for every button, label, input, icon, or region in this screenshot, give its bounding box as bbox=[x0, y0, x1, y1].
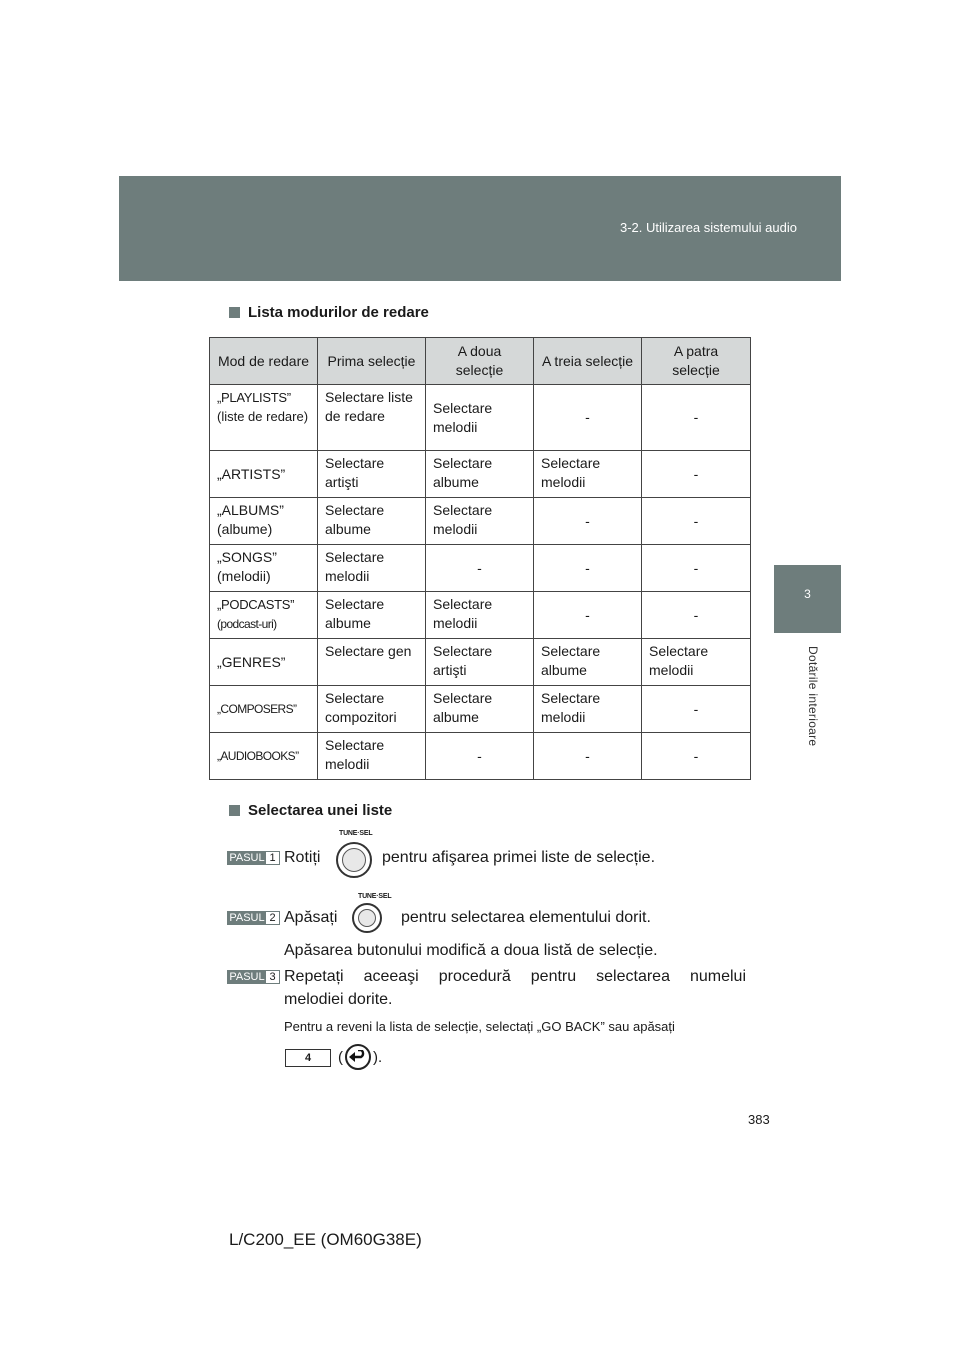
mode-name: „AUDIOBOOKS” bbox=[217, 749, 299, 763]
step-3-line-2: melodiei dorite. bbox=[284, 991, 393, 1008]
table-cell: Selectare melodii bbox=[318, 733, 426, 780]
column-header: Mod de redare bbox=[210, 338, 318, 385]
table-cell: - bbox=[534, 545, 642, 592]
step-2-text-before: Apăsați bbox=[284, 909, 338, 926]
mode-cell bbox=[210, 385, 318, 451]
table-cell: Selectare melodii bbox=[534, 686, 642, 733]
table-cell: - bbox=[642, 545, 751, 592]
table-cell: - bbox=[642, 686, 751, 733]
mode-cell bbox=[210, 545, 318, 592]
table-cell: Selectare gen bbox=[318, 639, 426, 686]
mode-name: „SONGS” bbox=[217, 549, 277, 565]
table-row bbox=[210, 498, 751, 545]
table-cell: Selectare melodii bbox=[426, 592, 534, 639]
table-cell: - bbox=[534, 733, 642, 780]
step-1-badge bbox=[227, 851, 280, 865]
mode-cell bbox=[210, 639, 318, 686]
page-number: 383 bbox=[748, 1112, 770, 1127]
square-bullet-icon bbox=[229, 805, 240, 816]
table-cell: Selectare artişti bbox=[318, 451, 426, 498]
paren-close: ). bbox=[373, 1048, 383, 1066]
table-cell: - bbox=[534, 498, 642, 545]
step-3-note: Pentru a reveni la lista de selecție, selectați „GO BACK” sau apăsați bbox=[284, 1019, 675, 1034]
table-row bbox=[210, 733, 751, 780]
mode-cell bbox=[210, 498, 318, 545]
chapter-label: Dotările interioare bbox=[806, 646, 820, 747]
mode-name: „ALBUMS” bbox=[217, 502, 284, 518]
mode-translation: (albume) bbox=[217, 521, 273, 537]
table-cell: - bbox=[642, 498, 751, 545]
table-cell: Selectare albume bbox=[318, 592, 426, 639]
table-cell: Selectare melodii bbox=[642, 639, 751, 686]
step-3-badge bbox=[227, 970, 280, 984]
step-2-text-after: pentru selectarea elementului dorit. bbox=[401, 909, 651, 926]
column-header: A treia selecție bbox=[534, 338, 642, 385]
step-2-note: Apăsarea butonului modifică a doua listă de selecție. bbox=[284, 942, 658, 959]
back-button-reference bbox=[338, 1044, 382, 1070]
mode-cell bbox=[210, 686, 318, 733]
column-header: A doua selecție bbox=[426, 338, 534, 385]
mode-name: „COMPOSERS” bbox=[217, 702, 297, 716]
column-header: Prima selecție bbox=[318, 338, 426, 385]
step-label: PASUL bbox=[229, 852, 265, 864]
tune-sel-knob-icon bbox=[336, 842, 372, 878]
step-label: PASUL bbox=[229, 912, 265, 924]
mode-cell bbox=[210, 451, 318, 498]
select-list-heading bbox=[229, 802, 392, 819]
table-cell: - bbox=[426, 733, 534, 780]
square-bullet-icon bbox=[229, 307, 240, 318]
table-row bbox=[210, 451, 751, 498]
table-cell: Selectare albume bbox=[426, 451, 534, 498]
mode-name: „GENRES” bbox=[217, 653, 286, 670]
heading-text: Lista modurilor de redare bbox=[248, 304, 429, 321]
mode-translation: (liste de redare) bbox=[217, 409, 309, 424]
mode-name: „PLAYLISTS” bbox=[217, 390, 291, 405]
table-cell: Selectare albume bbox=[318, 498, 426, 545]
preset-key-4: 4 bbox=[285, 1049, 331, 1067]
section-title: 3-2. Utilizarea sistemului audio bbox=[619, 220, 797, 235]
table-row bbox=[210, 545, 751, 592]
table-cell: Selectare albume bbox=[534, 639, 642, 686]
header-band bbox=[119, 176, 841, 281]
table-row bbox=[210, 686, 751, 733]
table-row bbox=[210, 385, 751, 451]
playback-modes-heading bbox=[229, 304, 429, 321]
paren-open: ( bbox=[338, 1048, 343, 1066]
tune-sel-button-icon bbox=[352, 903, 382, 933]
mode-cell bbox=[210, 592, 318, 639]
mode-name: „ARTISTS” bbox=[217, 465, 286, 482]
back-arrow-icon bbox=[345, 1044, 371, 1070]
table-cell: Selectare albume bbox=[426, 686, 534, 733]
table-cell: Selectare melodii bbox=[534, 451, 642, 498]
mode-translation: (podcast-uri) bbox=[217, 617, 277, 631]
step-1-text-before: Rotiți bbox=[284, 849, 321, 866]
step-label: PASUL bbox=[229, 971, 265, 983]
chapter-tab bbox=[774, 565, 841, 633]
playback-modes-table bbox=[209, 337, 751, 780]
chapter-number: 3 bbox=[804, 587, 811, 601]
table-header-row bbox=[210, 338, 751, 385]
step-number: 1 bbox=[266, 852, 279, 864]
step-number: 2 bbox=[266, 912, 279, 924]
mode-translation: (melodii) bbox=[217, 568, 271, 584]
table-cell: Selectare melodii bbox=[426, 498, 534, 545]
column-header: A patra selecție bbox=[642, 338, 751, 385]
mode-name: „PODCASTS” bbox=[217, 597, 295, 612]
table-cell: Selectare artişti bbox=[426, 639, 534, 686]
table-row bbox=[210, 592, 751, 639]
document-code: L/C200_EE (OM60G38E) bbox=[229, 1230, 422, 1249]
tune-sel-label: TUNE·SEL bbox=[339, 830, 373, 837]
table-cell: - bbox=[642, 733, 751, 780]
table-cell: Selectare melodii bbox=[318, 545, 426, 592]
step-2-badge bbox=[227, 911, 280, 925]
table-cell: - bbox=[642, 592, 751, 639]
table-cell: - bbox=[642, 451, 751, 498]
heading-text: Selectarea unei liste bbox=[248, 802, 393, 819]
step-1-text-after: pentru afişarea primei liste de selecție. bbox=[382, 849, 656, 866]
table-cell: Selectare melodii bbox=[426, 385, 534, 451]
table-cell: - bbox=[534, 592, 642, 639]
table-row bbox=[210, 639, 751, 686]
table-cell: - bbox=[426, 545, 534, 592]
table-cell: Selectare liste de redare bbox=[318, 385, 426, 451]
table-cell: - bbox=[642, 385, 751, 451]
table-cell: Selectare compozitori bbox=[318, 686, 426, 733]
tune-sel-label: TUNE·SEL bbox=[358, 893, 392, 900]
step-3-line-1: Repetați aceeaşi procedură pentru selectarea numelui bbox=[284, 968, 746, 985]
mode-cell bbox=[210, 733, 318, 780]
table-cell: - bbox=[534, 385, 642, 451]
step-number: 3 bbox=[266, 971, 279, 983]
